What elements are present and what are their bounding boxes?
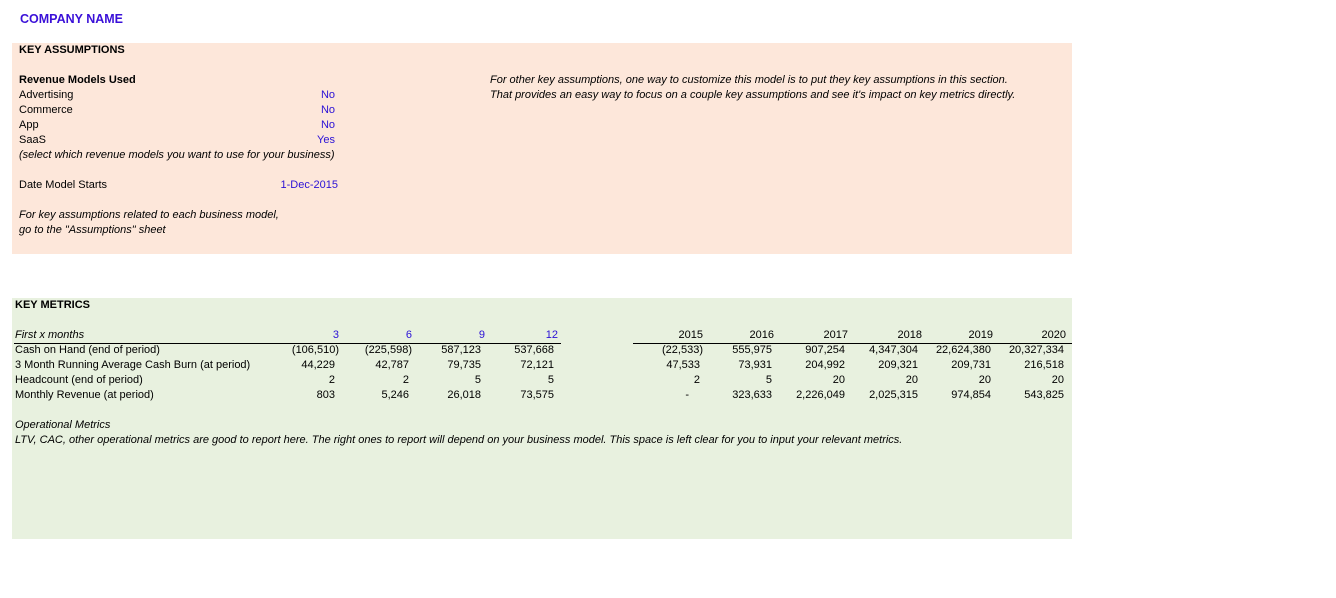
date-model-starts-label: Date Model Starts — [19, 179, 108, 191]
model-label-advertising: Advertising — [19, 89, 74, 101]
year-header-2020: 2020 — [1041, 329, 1066, 341]
other-assumptions-note-line2: That provides an easy way to focus on a couple key assumptions and see it's impact on key metrics directly. — [490, 89, 1016, 101]
metric-cell: 2,226,049 — [796, 389, 845, 401]
metric-cell: 5,246 — [381, 389, 409, 401]
metric-cell: (22,533) — [662, 344, 703, 356]
month-header-3[interactable]: 3 — [332, 329, 339, 341]
metric-cell: 73,575 — [520, 389, 554, 401]
year-header-2019: 2019 — [968, 329, 993, 341]
metric-cell: 974,854 — [951, 389, 991, 401]
key-assumptions-title: KEY ASSUMPTIONS — [19, 44, 125, 56]
metric-cell: 323,633 — [732, 389, 772, 401]
metric-cell: 803 — [316, 389, 335, 401]
year-header-2017: 2017 — [823, 329, 848, 341]
metric-cell: 5 — [765, 374, 772, 386]
metric-cell: 2 — [402, 374, 409, 386]
metric-cell: 79,735 — [447, 359, 481, 371]
model-value-advertising[interactable]: No — [320, 89, 335, 101]
model-label-app: App — [19, 119, 39, 131]
metric-cell: (106,510) — [291, 344, 339, 356]
model-value-saas[interactable]: Yes — [317, 134, 335, 146]
metric-cell: 543,825 — [1024, 389, 1064, 401]
business-model-note-line1: For key assumptions related to each business model, — [19, 209, 279, 221]
metric-cell: 2,025,315 — [869, 389, 918, 401]
metric-cell: 20 — [1051, 374, 1064, 386]
metric-cell: 555,975 — [732, 344, 772, 356]
metric-row-label: 3 Month Running Average Cash Burn (at period) — [15, 359, 251, 371]
month-header-12[interactable]: 12 — [545, 329, 558, 341]
revenue-models-heading: Revenue Models Used — [19, 74, 136, 86]
metric-cell: 587,123 — [441, 344, 481, 356]
metric-row-label: Headcount (end of period) — [15, 374, 143, 386]
metric-row-label: Monthly Revenue (at period) — [15, 389, 154, 401]
metric-cell: 20 — [978, 374, 991, 386]
metric-cell: 537,668 — [514, 344, 554, 356]
model-label-saas: SaaS — [19, 134, 46, 146]
year-header-2015: 2015 — [678, 329, 703, 341]
metric-cell: 73,931 — [738, 359, 772, 371]
operational-metrics-note: LTV, CAC, other operational metrics are good to report here. The right ones to report will depend on your business model. This space is left clear for you to input your relevant metrics. — [15, 434, 903, 446]
metric-cell: 20 — [832, 374, 845, 386]
metric-cell: 4,347,304 — [869, 344, 918, 356]
metric-cell: 216,518 — [1024, 359, 1064, 371]
model-value-commerce[interactable]: No — [320, 104, 335, 116]
metric-cell: 2 — [693, 374, 700, 386]
company-name: COMPANY NAME — [20, 12, 124, 26]
metric-cell: 2 — [328, 374, 335, 386]
metric-cell: 22,624,380 — [935, 344, 991, 356]
first-x-months-label: First x months — [15, 329, 85, 341]
other-assumptions-note-line1: For other key assumptions, one way to customize this model is to put they key assumptions in this section. — [490, 74, 1008, 86]
model-value-app[interactable]: No — [320, 119, 335, 131]
model-label-commerce: Commerce — [19, 104, 73, 116]
metric-cell: 5 — [547, 374, 554, 386]
metric-cell: 209,731 — [951, 359, 991, 371]
metric-cell: 204,992 — [805, 359, 845, 371]
select-models-note: (select which revenue models you want to use for your business) — [19, 149, 335, 161]
metric-cell: 20,327,334 — [1008, 344, 1064, 356]
metric-cell: 26,018 — [447, 389, 481, 401]
metric-cell: (225,598) — [364, 344, 412, 356]
operational-metrics-title: Operational Metrics — [15, 419, 111, 431]
key-metrics-title: KEY METRICS — [15, 299, 90, 311]
metric-cell: 209,321 — [878, 359, 918, 371]
month-header-6[interactable]: 6 — [405, 329, 412, 341]
metric-cell: 42,787 — [375, 359, 409, 371]
metric-cell: 20 — [905, 374, 918, 386]
year-header-2016: 2016 — [749, 329, 774, 341]
metric-cell: 44,229 — [301, 359, 335, 371]
date-model-starts-value[interactable]: 1-Dec-2015 — [280, 179, 338, 191]
metric-cell: - — [685, 389, 689, 401]
business-model-note-line2: go to the "Assumptions" sheet — [19, 224, 166, 236]
metric-cell: 5 — [474, 374, 481, 386]
metric-cell: 47,533 — [666, 359, 700, 371]
month-header-9[interactable]: 9 — [478, 329, 485, 341]
metric-row-label: Cash on Hand (end of period) — [15, 344, 160, 356]
metric-cell: 72,121 — [520, 359, 554, 371]
year-header-2018: 2018 — [897, 329, 922, 341]
metric-cell: 907,254 — [805, 344, 845, 356]
